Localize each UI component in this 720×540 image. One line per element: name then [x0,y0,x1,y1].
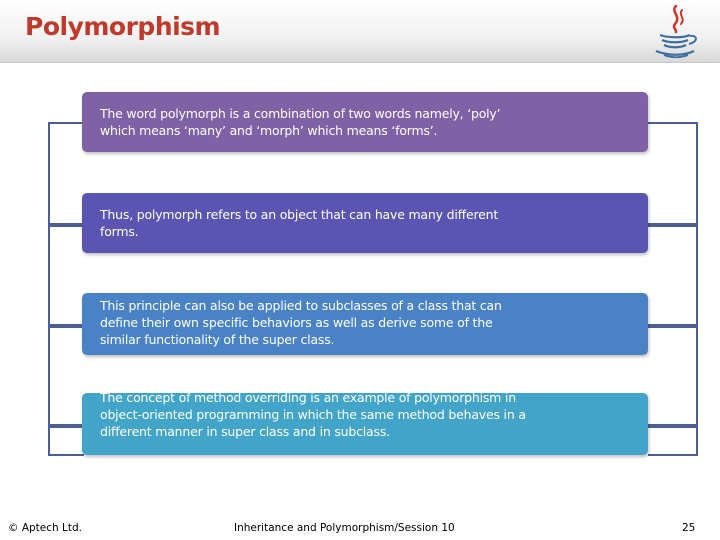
footer-session: Inheritance and Polymorphism/Session 10 [234,522,455,534]
left-connector [48,223,84,328]
page-number: 25 [682,522,696,534]
slide-title: Polymorphism [25,12,221,41]
point-box-3 [82,293,648,355]
point-box-4 [82,390,648,455]
left-connector [48,424,84,456]
right-connector [648,122,698,227]
right-connector [648,324,698,428]
point-text: Thus, polymorph refers to an object that can have many different forms. [100,207,499,239]
point-box-1 [82,92,648,152]
left-connector [48,324,84,428]
point-text: The word polymorph is a combination of two words namely, ‘poly’ which means ‘many’ and ‘morph’ which means ‘forms’. [100,106,501,138]
footer-copyright: © Aptech Ltd. [8,522,82,534]
point-text: The concept of method overriding is an example of polymorphism in object-oriented programming in which the same method behaves in a different manner in super class and in subclass. [100,390,526,439]
right-connector [648,223,698,328]
java-coffee-cup-icon [648,2,702,60]
point-box-2 [82,193,648,253]
left-connector [48,122,84,227]
point-text: This principle can also be applied to subclasses of a class that can define their own specific behaviors as well as derive some of the similar functionality of the super class. [100,298,502,347]
title-bar [0,0,720,63]
right-connector [648,424,698,456]
